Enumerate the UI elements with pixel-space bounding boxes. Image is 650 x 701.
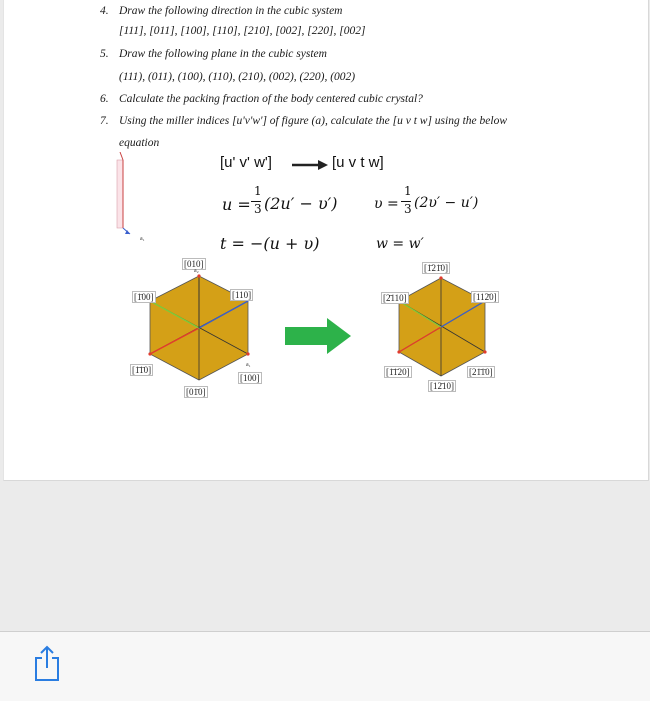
label-0neg10: [01̄0] (186, 387, 206, 397)
label-neg1neg10: [1̄1̄0] (132, 365, 152, 375)
label-11neg20: [112̄0] (473, 292, 497, 302)
question-detail: equation (119, 137, 160, 149)
equation-v: υ = 1 3 (2υ′ − u′) (374, 184, 479, 216)
figure-a-partial (112, 152, 162, 242)
label-neg1neg120: [1̄1̄20] (386, 367, 410, 377)
label-2neg1neg10: [21̄1̄0] (469, 367, 493, 377)
question-detail: (111), (011), (100), (110), (210), (002), (220), (002) (119, 71, 356, 83)
question-number: 7. (100, 115, 109, 127)
hexagon-three-index (142, 268, 282, 388)
question-text: Draw the following direction in the cubic system (119, 5, 343, 17)
label-110: [110] (232, 290, 252, 300)
question-detail: [111], [011], [100], [110], [210], [002], [220], [002] (119, 25, 366, 37)
index-uvw-prime: [u' v' w'] (220, 154, 272, 171)
question-text: Draw the following plane in the cubic system (119, 48, 327, 60)
label-a1: a₁ (246, 362, 251, 368)
side-figure-label: a₁ (140, 236, 145, 242)
equation-w: w = w′ (376, 236, 424, 252)
conversion-arrow (292, 160, 328, 170)
question-number: 4. (100, 5, 109, 17)
label-neg100: [1̄00] (134, 292, 154, 302)
label-010: [010] (184, 259, 204, 269)
question-number: 6. (100, 93, 109, 105)
document-page (3, 0, 649, 481)
hexagon-four-index (396, 268, 516, 388)
label-1neg210: [12̄10] (430, 381, 454, 391)
question-number: 5. (100, 48, 109, 60)
label-a2: a₂ (194, 268, 199, 274)
question-text: Calculate the packing fraction of the body centered cubic crystal? (119, 93, 423, 105)
share-icon[interactable] (32, 644, 62, 682)
question-text: Using the miller indices [u'v'w'] of figure (a), calculate the [u v t w] using the below (119, 115, 508, 127)
label-neg12neg10: [1̄21̄0] (424, 263, 448, 273)
equation-t: t = −(u + υ) (220, 234, 320, 253)
bottom-toolbar (0, 631, 650, 701)
index-uvtw: [u v t w] (332, 154, 384, 171)
equation-u: u = 1 3 (2u′ − υ′) (222, 184, 338, 216)
label-100: [100] (240, 373, 260, 383)
label-neg2110: [2̄110] (383, 293, 407, 303)
green-arrow-icon (285, 318, 351, 354)
